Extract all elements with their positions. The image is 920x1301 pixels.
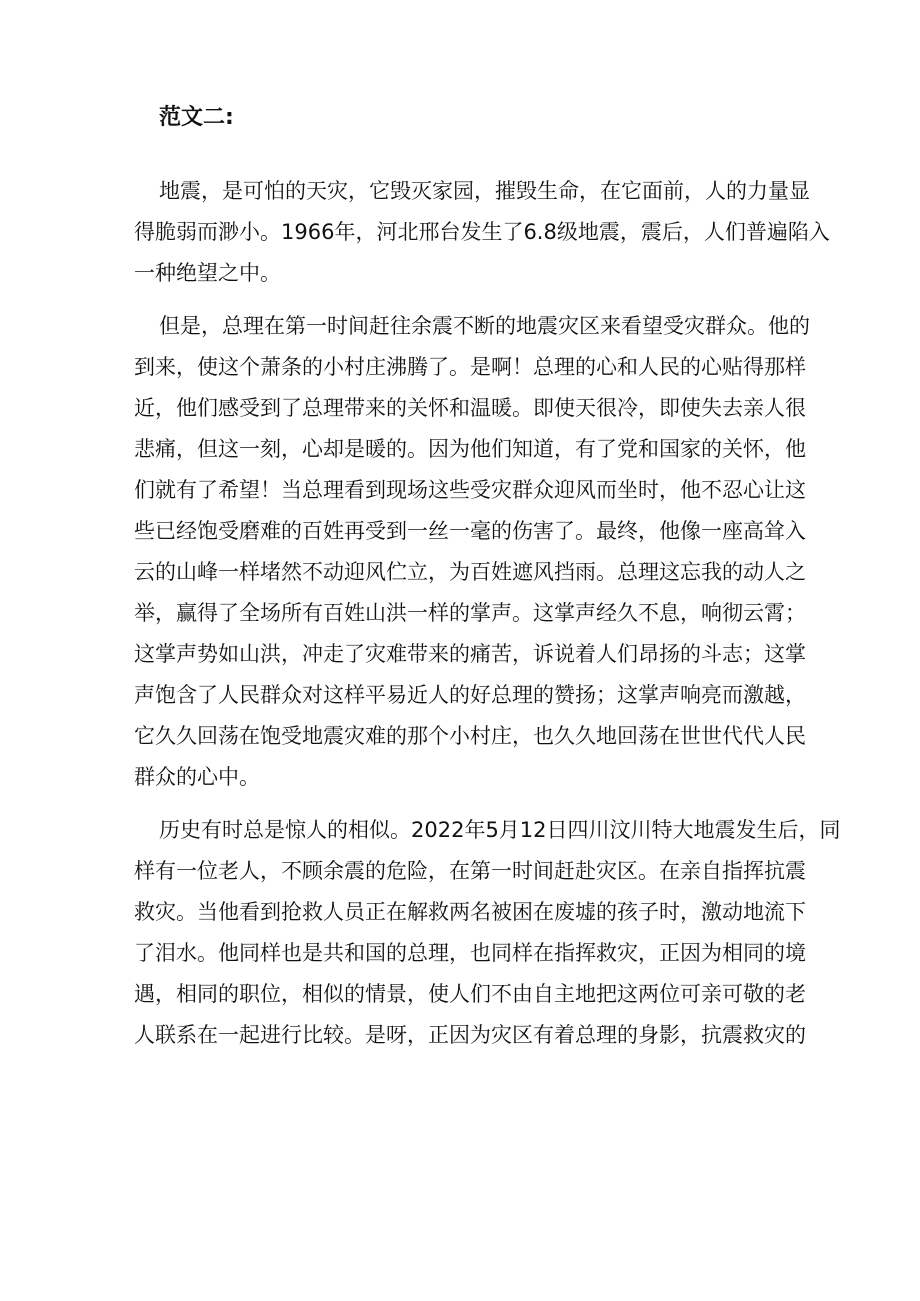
text-line: 一种绝望之中。 (134, 261, 281, 285)
text-line: 云的山峰一样堵然不动迎风伫立，为百姓遮风挡雨。总理这忘我的动人之 (134, 560, 806, 584)
document-body (134, 171, 841, 1068)
text-line: 这掌声势如山洪，冲走了灾难带来的痛苦，诉说着人们昂扬的斗志；这掌 (134, 642, 806, 666)
paragraph-2 (134, 306, 810, 798)
text-line: 近，他们感受到了总理带来的关怀和温暖。即使天很冷，即使失去亲人很 (134, 396, 806, 420)
text-line: 遇，相同的职位，相似的情景，使人们不由自主地把这两位可亲可敬的老 (134, 982, 806, 1006)
text-line: 悲痛，但这一刻，心却是暖的。因为他们知道，有了党和国家的关怀，他 (134, 437, 806, 461)
text-line: 声饱含了人民群众对这样平易近人的好总理的赞扬；这掌声响亮而激越， (134, 683, 806, 707)
text-line: 举，赢得了全场所有百姓山洪一样的掌声。这掌声经久不息，响彻云霄； (134, 601, 806, 625)
text-line: 地震，是可怕的天灾，它毁灭家园，摧毁生命，在它面前，人的力量显 (159, 179, 810, 203)
text-line: 群众的心中。 (134, 765, 260, 789)
text-line: 样有一位老人，不顾余震的危险，在第一时间赶赴灾区。在亲自指挥抗震 (134, 859, 806, 883)
text-line: 但是，总理在第一时间赶往余震不断的地震灾区来看望受灾群众。他的 (159, 314, 810, 338)
text-line: 历史有时总是惊人的相似。2022年5月12日四川汶川特大地震发生后，同 (159, 818, 841, 842)
text-line: 它久久回荡在饱受地震灾难的那个小村庄，也久久地回荡在世世代代人民 (134, 724, 806, 748)
text-line: 些已经饱受磨难的百姓再受到一丝一毫的伤害了。最终，他像一座高耸入 (134, 519, 806, 543)
paragraph-1 (134, 171, 830, 294)
text-line: 到来，使这个萧条的小村庄沸腾了。是啊！总理的心和人民的心贴得那样 (134, 355, 806, 379)
text-line: 们就有了希望！当总理看到现场这些受灾群众迎风而坐时，他不忍心让这 (134, 478, 806, 502)
text-line: 得脆弱而渺小。1966年，河北邢台发生了6.8级地震，震后，人们普遍陷入 (134, 220, 830, 244)
text-line: 了泪水。他同样也是共和国的总理，也同样在指挥救灾，正因为相同的境 (134, 941, 806, 965)
document-heading: 范文二: (159, 105, 234, 130)
paragraph-3 (134, 810, 841, 1056)
text-line: 救灾。当他看到抢救人员正在解救两名被困在废墟的孩子时，激动地流下 (134, 900, 806, 924)
text-line: 人联系在一起进行比较。是呀，正因为灾区有着总理的身影，抗震救灾的 (134, 1023, 806, 1047)
